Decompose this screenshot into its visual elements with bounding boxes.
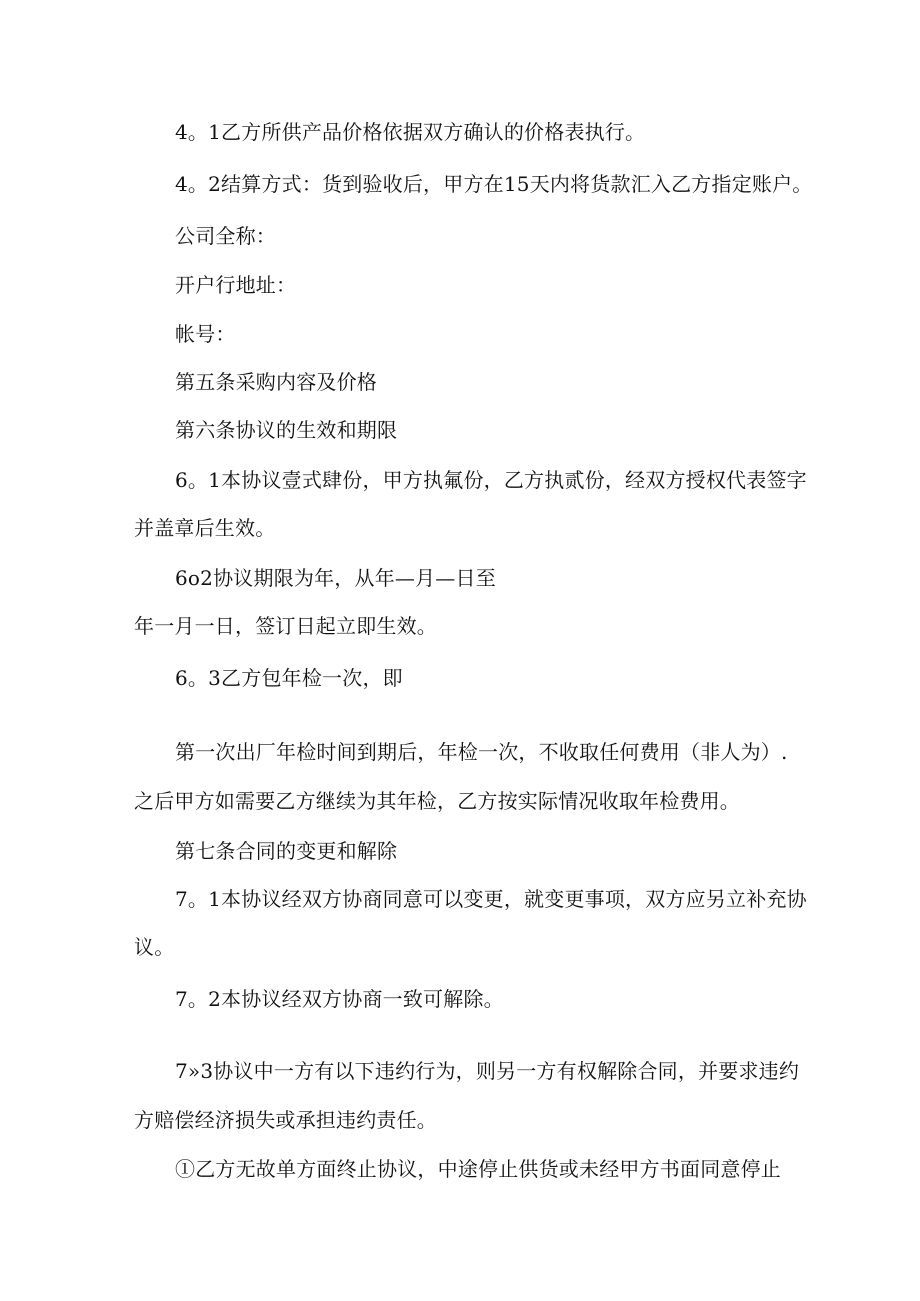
clause-7-2: 7。2本协议经双方协商一致可解除。 <box>175 987 504 1011</box>
article-5-heading: 第五条采购内容及价格 <box>175 370 377 394</box>
bank-address-label: 开户行地址： <box>175 273 297 297</box>
clause-4-2: 4。2结算方式：货到验收后，甲方在15天内将货款汇入乙方指定账户。 <box>175 172 813 196</box>
account-number-label: 帐号： <box>175 322 236 346</box>
clause-7-3-continued: 方赔偿经济损失或承担违约责任。 <box>134 1108 437 1132</box>
article-6-heading: 第六条协议的生效和期限 <box>175 418 398 442</box>
article-7-heading: 第七条合同的变更和解除 <box>175 839 398 863</box>
clause-7-1: 7。1本协议经双方协商同意可以变更，就变更事项，双方应另立补充协 <box>175 887 807 911</box>
clause-7-1-continued: 议。 <box>134 935 175 959</box>
company-name-label: 公司全称： <box>175 224 276 248</box>
clause-6-1: 6。1本协议壹式肆份，甲方执氟份，乙方执贰份，经双方授权代表签字 <box>175 468 807 492</box>
clause-4-1: 4。1乙方所供产品价格依据双方确认的价格表执行。 <box>175 120 646 144</box>
clause-6-2: 6o2协议期限为年，从年—月—日至 <box>175 566 496 590</box>
breach-item-1: ①乙方无故单方面终止协议，中途停止供货或未经甲方书面同意停止 <box>175 1157 781 1181</box>
clause-6-1-continued: 并盖章后生效。 <box>134 516 276 540</box>
clause-6-2-continued: 年一月一日，签订日起立即生效。 <box>134 614 437 638</box>
clause-6-3-detail: 第一次出厂年检时间到期后，年检一次，不收取任何费用（非人为）. <box>175 740 788 764</box>
clause-6-3-detail-continued: 之后甲方如需要乙方继续为其年检，乙方按实际情况收取年检费用。 <box>134 789 740 813</box>
clause-6-3: 6。3乙方包年检一次，即 <box>175 666 403 690</box>
clause-7-3: 7»3协议中一方有以下违约行为，则另一方有权解除合同，并要求违约 <box>175 1059 800 1083</box>
